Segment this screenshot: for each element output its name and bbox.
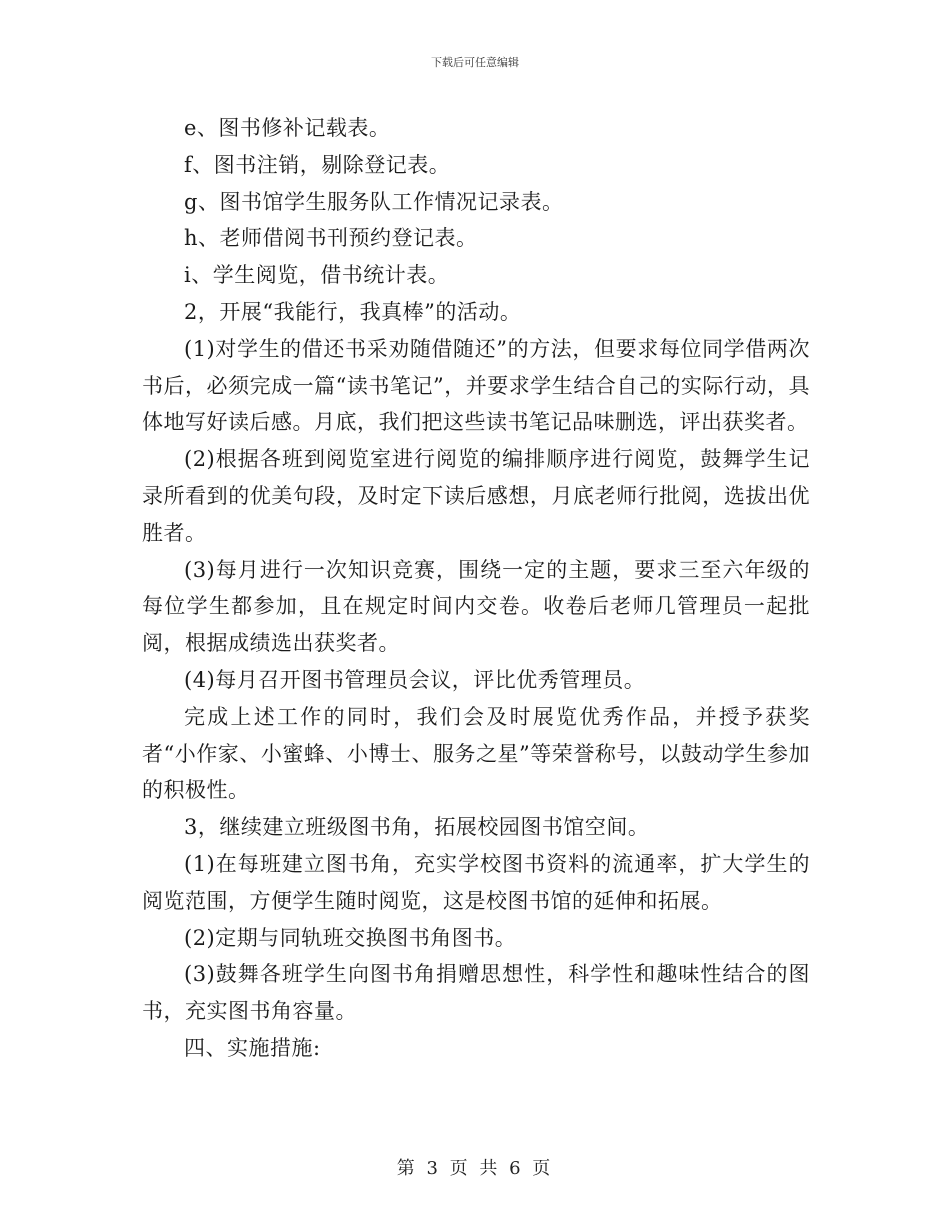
section-heading-4: 四、实施措施:	[184, 1035, 321, 1060]
paragraph-summary: 完成上述工作的同时，我们会及时展览优秀作品，并授予获奖者“小作家、小蜜蜂、小博士、服务之星”等荣誉称号，以鼓动学生参加的积极性。	[142, 704, 810, 803]
paragraph-item-2-3: (3)每月进行一次知识竞赛，围绕一定的主题，要求三至六年级的每位学生都参加，且在规定时间内交卷。收卷后老师几管理员一起批阅，根据成绩选出获奖者。	[142, 557, 810, 656]
paragraph-item-2-1: (1)对学生的借还书采劝随借随还”的方法，但要求每位同学借两次书后，必须完成一篇“读书笔记”，并要求学生结合自己的实际行动，具体地写好读后感。月底，我们把这些读书笔记品味删选，评出获奖者。	[142, 336, 810, 435]
paragraph-item-3-3: (3)鼓舞各班学生向图书角捐赠思想性，科学性和趣味性结合的图书，充实图书角容量。	[142, 962, 810, 1024]
paragraph-item-2-2: (2)根据各班到阅览室进行阅览的编排顺序进行阅览，鼓舞学生记录所看到的优美句段，及时定下读后感想，月底老师行批阅，选拔出优胜者。	[142, 447, 810, 545]
paragraph-item-2-4: (4)每月召开图书管理员会议，评比优秀管理员。	[184, 667, 646, 692]
paragraph-list-item-h: h、老师借阅书刊预约登记表。	[184, 226, 478, 251]
paragraph-list-item-f: f、图书注销，剔除登记表。	[184, 152, 451, 177]
section-heading-2: 2，开展“我能行，我真棒”的活动。	[184, 299, 522, 324]
page-header: 下载后可任意编辑	[431, 56, 519, 69]
paragraph-item-3-1: (1)在每班建立图书角，充实学校图书资料的流通率，扩大学生的阅览范围，方便学生随时阅览，这是校图书馆的延伸和拓展。	[142, 851, 810, 913]
paragraph-list-item-e: e、图书修补记载表。	[184, 116, 391, 140]
page-number: 第 3 页 共 6 页	[396, 1158, 554, 1179]
paragraph-item-3-2: (2)定期与同轨班交换图书角图书。	[184, 925, 517, 950]
paragraph-list-item-g: g、图书馆学生服务队工作情况记录表。	[184, 189, 564, 214]
document-body	[142, 110, 810, 1067]
paragraph-list-item-i: i、学生阅览，借书统计表。	[184, 263, 450, 288]
section-heading-3: 3，继续建立班级图书角，拓展校园图书馆空间。	[184, 815, 650, 840]
